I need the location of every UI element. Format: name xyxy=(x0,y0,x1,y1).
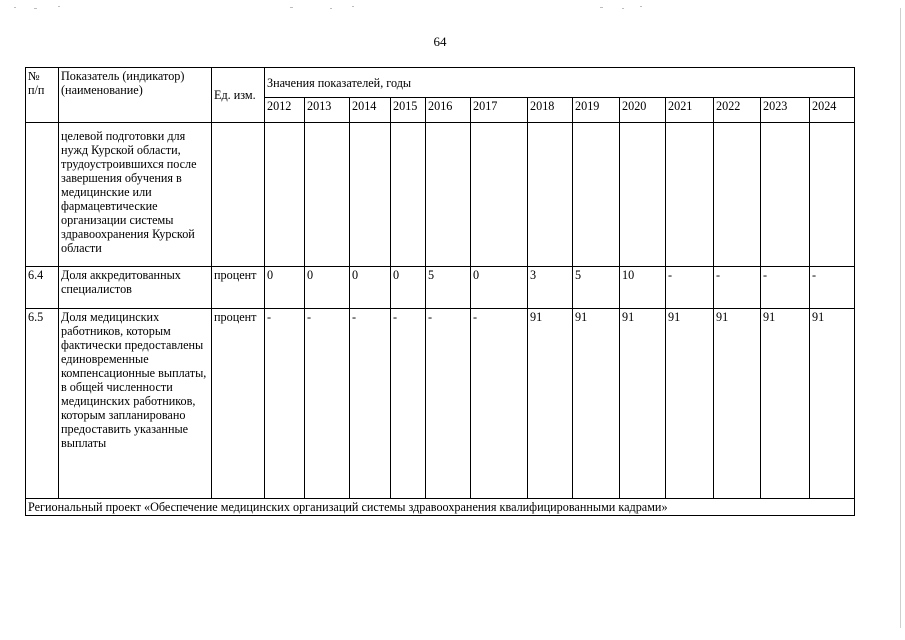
row-value: 91 xyxy=(666,309,714,499)
row-value: - xyxy=(666,267,714,309)
row-unit xyxy=(212,123,265,267)
row-num xyxy=(26,123,59,267)
row-num: 6.4 xyxy=(26,267,59,309)
scan-artifacts xyxy=(0,0,905,8)
row-value: 91 xyxy=(573,309,620,499)
row-value xyxy=(666,123,714,267)
year-header: 2014 xyxy=(350,98,391,123)
row-num: 6.5 xyxy=(26,309,59,499)
header-indicator: Показатель (индикатор) (наименование) xyxy=(59,68,212,123)
row-unit: процент xyxy=(212,309,265,499)
scan-edge-line xyxy=(900,8,901,628)
row-value xyxy=(573,123,620,267)
table-row xyxy=(26,267,855,309)
row-value xyxy=(265,123,305,267)
row-value xyxy=(471,123,528,267)
header-num: № п/п xyxy=(26,68,59,123)
row-value: - xyxy=(265,309,305,499)
year-header: 2017 xyxy=(471,98,528,123)
row-value xyxy=(426,123,471,267)
year-header: 2023 xyxy=(761,98,810,123)
table-row xyxy=(26,309,855,499)
row-value xyxy=(528,123,573,267)
row-value: 5 xyxy=(426,267,471,309)
row-value: - xyxy=(471,309,528,499)
row-value: - xyxy=(391,309,426,499)
year-header: 2024 xyxy=(810,98,855,123)
row-value: 91 xyxy=(528,309,573,499)
row-unit: процент xyxy=(212,267,265,309)
row-value: 10 xyxy=(620,267,666,309)
row-value: 0 xyxy=(305,267,350,309)
row-value: 91 xyxy=(714,309,761,499)
row-value: 91 xyxy=(810,309,855,499)
header-unit: Ед. изм. xyxy=(212,68,265,123)
row-value: 91 xyxy=(620,309,666,499)
row-indicator-name: целевой подготовки для нужд Курской области, трудоустроившихся после завершения обучения в медицинские или фармацевтические организации системы здравоохранения Курской области xyxy=(59,123,212,267)
page-number: 64 xyxy=(433,34,447,49)
row-value: 0 xyxy=(350,267,391,309)
row-value: 91 xyxy=(761,309,810,499)
row-value: - xyxy=(305,309,350,499)
year-header: 2020 xyxy=(620,98,666,123)
row-indicator-name: Доля медицинских работников, которым фактически предоставлены единовременные компенсационные выплаты, в общей численности медицинских работников, которым запланировано предоставить указанные выплаты xyxy=(59,309,212,499)
row-value xyxy=(350,123,391,267)
year-header: 2016 xyxy=(426,98,471,123)
row-value xyxy=(714,123,761,267)
row-value: 3 xyxy=(528,267,573,309)
year-header: 2021 xyxy=(666,98,714,123)
row-indicator-name: Доля аккредитованных специалистов xyxy=(59,267,212,309)
header-row xyxy=(26,68,855,98)
row-value: - xyxy=(714,267,761,309)
row-value: 0 xyxy=(265,267,305,309)
indicators-table xyxy=(25,67,855,516)
row-value: 0 xyxy=(391,267,426,309)
table-row xyxy=(26,123,855,267)
row-value: 0 xyxy=(471,267,528,309)
row-value: - xyxy=(761,267,810,309)
row-value xyxy=(305,123,350,267)
year-header: 2018 xyxy=(528,98,573,123)
year-header: 2012 xyxy=(265,98,305,123)
regional-project-title: Региональный проект «Обеспечение медицинских организаций системы здравоохранения квалифицированными кадрами» xyxy=(26,499,855,516)
row-value: - xyxy=(426,309,471,499)
year-header: 2019 xyxy=(573,98,620,123)
year-header: 2022 xyxy=(714,98,761,123)
row-value xyxy=(761,123,810,267)
row-value xyxy=(620,123,666,267)
row-value xyxy=(391,123,426,267)
row-value: 5 xyxy=(573,267,620,309)
year-header: 2015 xyxy=(391,98,426,123)
row-value xyxy=(810,123,855,267)
row-value: - xyxy=(810,267,855,309)
row-value: - xyxy=(350,309,391,499)
year-header: 2013 xyxy=(305,98,350,123)
section-footer-row xyxy=(26,499,855,516)
header-values-group: Значения показателей, годы xyxy=(265,68,855,98)
